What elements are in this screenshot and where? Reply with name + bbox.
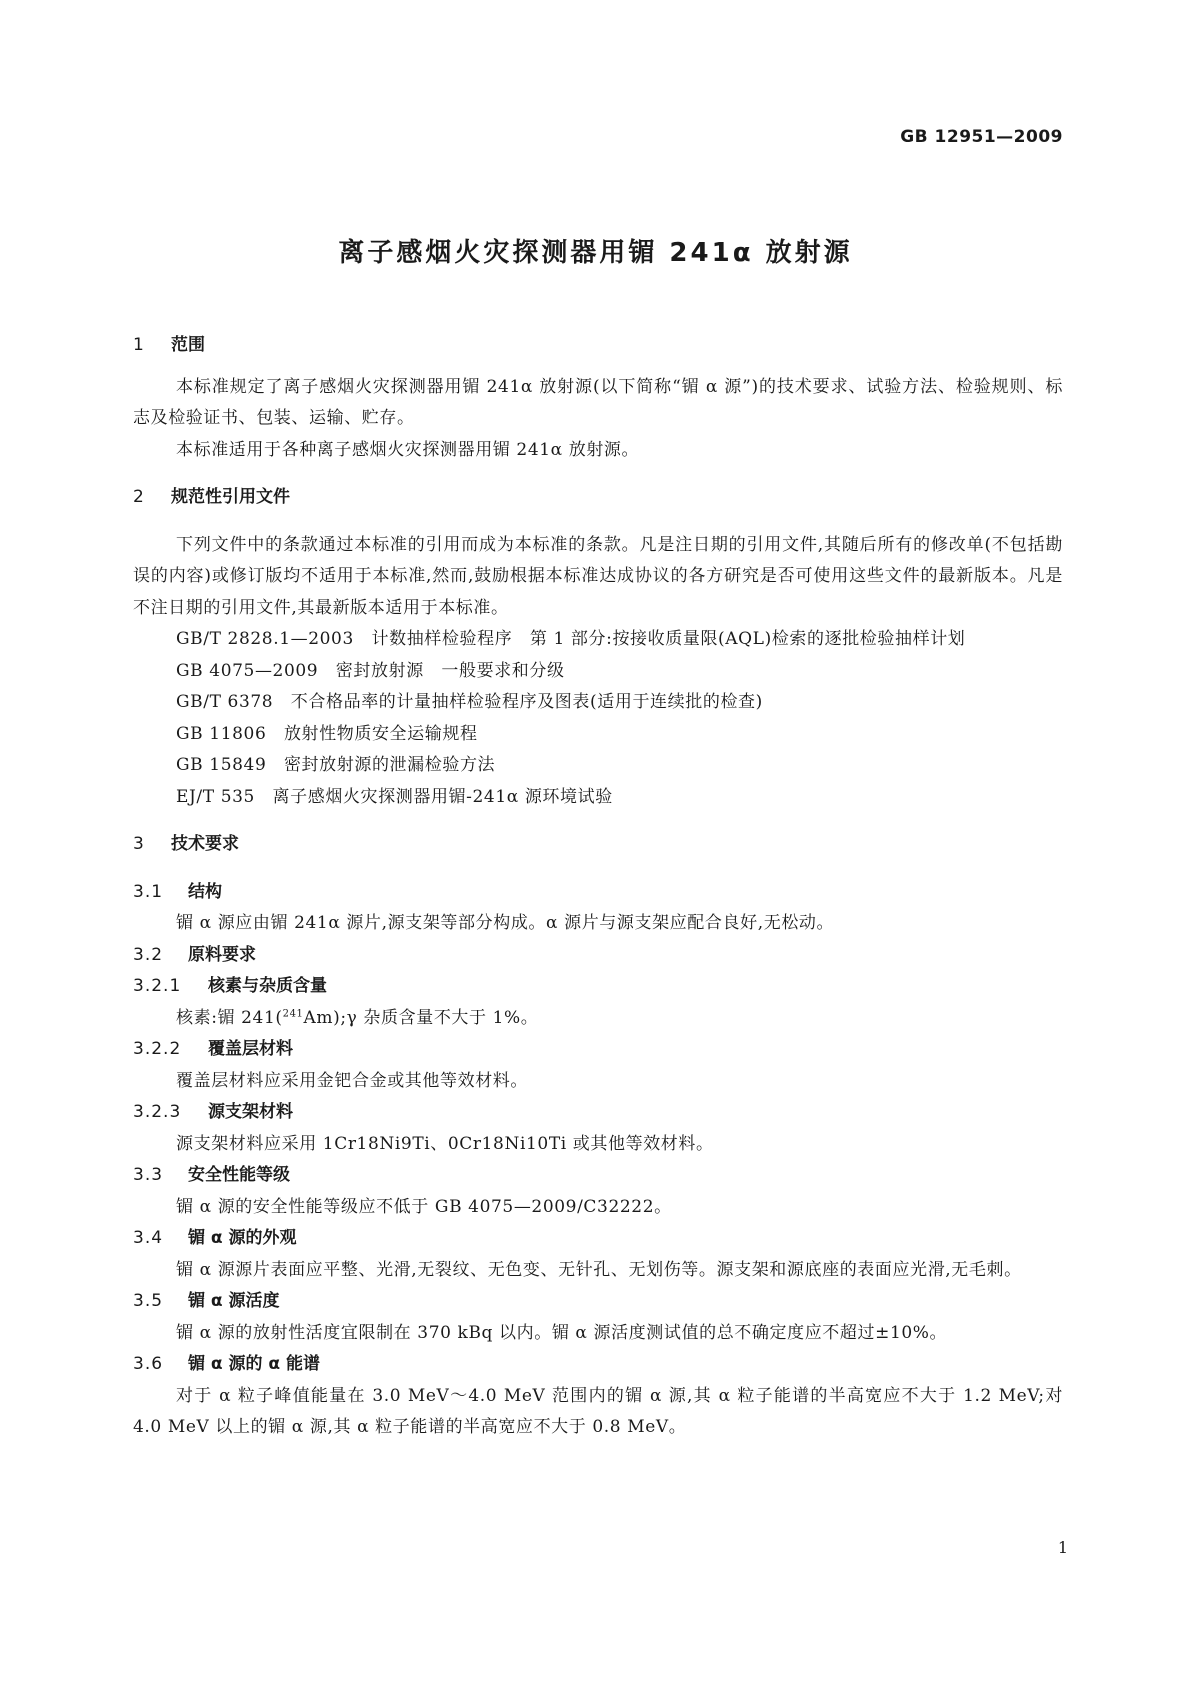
subsection-title: 源支架材料 — [208, 1102, 293, 1122]
subsection-number: 3.2.2 — [133, 1039, 182, 1059]
subsection-number: 3.2.3 — [133, 1102, 182, 1122]
reference-item: GB/T 6378 不合格品率的计量抽样检验程序及图表(适用于连续批的检查) — [176, 692, 763, 712]
subsection-title: 安全性能等级 — [188, 1165, 290, 1185]
subsection-heading — [133, 1223, 1063, 1255]
subsection-heading — [133, 1160, 1063, 1192]
section-title: 范围 — [171, 335, 205, 355]
paragraph: 镅 α 源源片表面应平整、光滑,无裂纹、无色变、无针孔、无划伤等。源支架和源底座的表面应光滑,无毛刺。 — [176, 1259, 1022, 1280]
subsection-title: 覆盖层材料 — [208, 1039, 293, 1059]
subsection-number: 3.2 — [133, 944, 164, 965]
subsubsection-heading — [133, 1097, 1063, 1129]
section-title: 技术要求 — [171, 834, 239, 854]
paragraph: 本标准适用于各种离子感烟火灾探测器用镅 241α 放射源。 — [176, 439, 640, 460]
subsection-title: 核素与杂质含量 — [208, 976, 327, 996]
subsection-number: 3.1 — [133, 881, 164, 902]
section-1-heading — [133, 330, 1063, 362]
paragraph: 镅 α 源应由镅 241α 源片,源支架等部分构成。α 源片与源支架应配合良好,无松动。 — [176, 913, 835, 933]
paragraph — [133, 1003, 1063, 1035]
reference-item: GB 4075—2009 密封放射源 一般要求和分级 — [176, 660, 565, 681]
subsection-number: 3.2.1 — [133, 976, 182, 996]
subsection-title: 镅 α 源活度 — [188, 1291, 280, 1311]
subsection-title: 镅 α 源的 α 能谱 — [188, 1354, 321, 1374]
paragraph: 镅 α 源的放射性活度宜限制在 370 kBq 以内。镅 α 源活度测试值的总不确定度应不超过±10%。 — [176, 1322, 948, 1343]
section-2-heading — [133, 482, 1063, 514]
paragraph: 对于 α 粒子峰值能量在 3.0 MeV～4.0 MeV 范围内的镅 α 源,其 α 粒子能谱的半高宽应不大于 1.2 MeV;对 4.0 MeV 以上的镅 α 源,其 α 粒子能谱的半高宽应不大于 0.8 MeV。 — [133, 1385, 1063, 1437]
subsection-title: 镅 α 源的外观 — [188, 1228, 297, 1248]
mass-number: 241 — [282, 1007, 304, 1019]
section-3-heading — [133, 829, 1063, 861]
subsection-number: 3.4 — [133, 1228, 164, 1248]
subsection-number: 3.5 — [133, 1291, 164, 1311]
subsection-heading — [133, 940, 1063, 972]
subsection-title: 原料要求 — [188, 944, 256, 965]
paragraph: 镅 α 源的安全性能等级应不低于 GB 4075—2009/C32222。 — [176, 1196, 672, 1217]
document-title: 离子感烟火灾探测器用镅 241α 放射源 — [338, 238, 853, 268]
section-number: 1 — [133, 335, 144, 355]
section-number: 2 — [133, 487, 144, 507]
subsection-title: 结构 — [188, 881, 222, 902]
impurity-text: Am);γ 杂质含量不大于 1%。 — [303, 1007, 539, 1028]
subsection-heading — [133, 1286, 1063, 1318]
subsection-number: 3.6 — [133, 1354, 164, 1374]
standard-code: GB 12951—2009 — [900, 127, 1063, 147]
paragraph: 下列文件中的条款通过本标准的引用而成为本标准的条款。凡是注日期的引用文件,其随后所有的修改单(不包括勘误的内容)或修订版均不适用于本标准,然而,鼓励根据本标准达成协议的各方研究是否可使用这些文件的最新版本。凡是不注日期的引用文件,其最新版本适用于本标准。 — [133, 534, 1063, 618]
paragraph: 本标准规定了离子感烟火灾探测器用镅 241α 放射源(以下简称“镅 α 源”)的技术要求、试验方法、检验规则、标志及检验证书、包装、运输、贮存。 — [133, 376, 1063, 428]
section-number: 3 — [133, 834, 144, 854]
paragraph: 覆盖层材料应采用金钯合金或其他等效材料。 — [176, 1070, 528, 1091]
paragraph: 源支架材料应采用 1Cr18Ni9Ti、0Cr18Ni10Ti 或其他等效材料。 — [176, 1133, 714, 1154]
reference-item: GB/T 2828.1—2003 计数抽样检验程序 第 1 部分:按接收质量限(AQL)检索的逐批检验抽样计划 — [176, 629, 966, 649]
subsubsection-heading — [133, 1034, 1063, 1066]
subsection-heading — [133, 877, 1063, 909]
section-title: 规范性引用文件 — [171, 487, 290, 507]
subsubsection-heading — [133, 971, 1063, 1003]
nuclide-text: 核素:镅 241( — [176, 1007, 283, 1028]
reference-item: GB 11806 放射性物质安全运输规程 — [176, 723, 478, 744]
page-number: 1 — [1057, 1538, 1068, 1557]
reference-item: GB 15849 密封放射源的泄漏检验方法 — [176, 755, 496, 775]
document-body — [133, 330, 1063, 1444]
subsection-heading — [133, 1349, 1063, 1381]
subsection-number: 3.3 — [133, 1165, 164, 1185]
reference-item: EJ/T 535 离子感烟火灾探测器用镅-241α 源环境试验 — [176, 786, 613, 807]
